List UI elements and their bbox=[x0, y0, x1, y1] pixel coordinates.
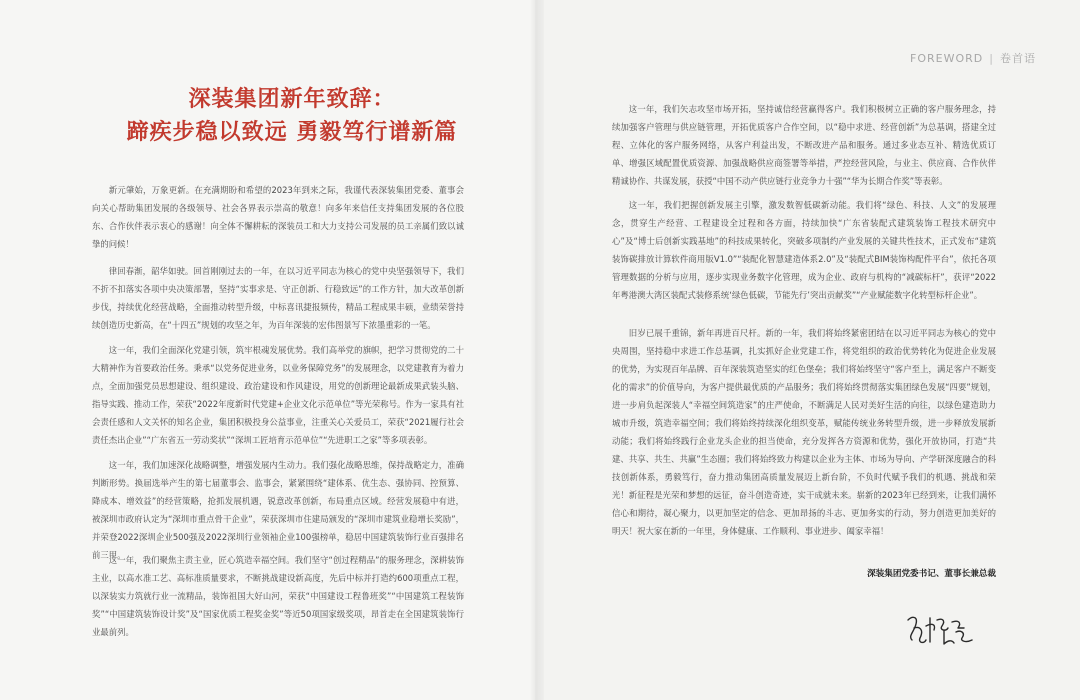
page-spine bbox=[530, 0, 544, 700]
header-zh: 卷首语 bbox=[1000, 52, 1036, 65]
left-paragraph-1: 新元肇始，万象更新。在充满期盼和希望的2023年到来之际，我谨代表深装集团党委、董事会向关心帮助集团发展的各级领导、社会各界表示崇高的敬意！向多年来信任支持集团发展的各位股东、合作伙伴表示衷心的感谢！向全体不懈耕耘的深装员工和大力支持公司发展的员工亲属们致以诚挚的问候！ bbox=[92, 185, 464, 249]
right-paragraph-4: 新征程是光荣和梦想的远征，奋斗创造奇迹，实干成就未来。崭新的2023年已经到来，让我们满怀信心和期待，凝心聚力，以更加坚定的信念、更加昂扬的斗志、更加务实的行动，努力创造更加美好的明天！祝大家在新的一年里，身体健康、工作顺利、事业进步、阖家幸福！ bbox=[612, 490, 996, 536]
left-paragraph-4: 这一年，我们加速深化战略调整，增强发展内生动力。我们强化战略思维，保持战略定力，准确判断形势。换届选举产生的第七届董事会、监事会，紧紧围绕“建体系、优生态、强协同、控预算、降成本、增效益”的经营策略，抢抓发展机遇，锐意改革创新，布局重点区域。经营发展稳中有进，被深圳市政府认定为“深圳市重点骨干企业”，荣获深圳市住建局颁发的“深圳市建筑业稳增长奖励”，并荣登2022深圳企业500强及2022深圳行业领袖企业100强榜单，稳居中国建筑装饰行业百强排名前三甲。 bbox=[92, 460, 464, 560]
header-en: FOREWORD bbox=[910, 52, 984, 65]
foreword-header bbox=[910, 50, 1036, 66]
signoff-title: 深装集团党委书记、董事长兼总裁 bbox=[867, 569, 996, 579]
handwritten-signature bbox=[904, 610, 976, 654]
left-paragraph-2: 律回春渐，韶华如驶。回首刚刚过去的一年，在以习近平同志为核心的党中央坚强领导下，我们不折不扣落实各项中央决策部署，坚持“实事求是、守正创新、行稳致远”的工作方针，加大改革创新步伐，持续优化经营战略，全面推动转型升级，中标喜讯捷报频传，精品工程成果丰硕，业绩荣誉持续创造历史新高，在“十四五”规划的攻坚之年，为百年深装的宏伟图景写下浓墨重彩的一笔。 bbox=[92, 266, 464, 330]
right-paragraph-1: 这一年，我们矢志攻坚市场开拓，坚持诚信经营赢得客户。我们积极树立正确的客户服务理念，持续加强客户管理与供应链管理，开拓优质客户合作空间，以“稳中求进、经营创新”为总基调，搭建全过程、立体化的客户服务网络，从客户利益出发，不断改进产品和服务。通过多业态互补、精选优质订单、增强区域配置优质资源、加强战略供应商签署等举措，严控经营风险，与业主、供应商、合作伙伴精诚协作、共谋发展，获授“中国不动产供应链行业竞争力十强”“华为长期合作奖”等表彰。 bbox=[612, 104, 996, 186]
title-line-1: 深装集团新年致辞： bbox=[188, 87, 396, 112]
left-paragraph-3: 这一年，我们全面深化党建引领，筑牢根魂发展优势。我们高举党的旗帜，把学习贯彻党的二十大精神作为首要政治任务。秉承“以党务促进业务，以业务保障党务”的发展理念，以党建教育为着力点，全面加强党员思想建设、组织建设、政治建设和作风建设，用党的创新理论最新成果武装头脑、指导实践、推动工作，荣获“2022年度新时代党建+企业文化示范单位”等光荣称号。作为一家具有社会责任感和人文关怀的知名企业，集团积极投身公益事业，注重关心关爱员工，荣获“2021履行社会责任杰出企业”“广东省五一劳动奖状”“深圳工匠培育示范单位”“先进职工之家”等多项表彰。 bbox=[92, 345, 465, 445]
left-paragraph-5: 这一年，我们聚焦主责主业，匠心筑造幸福空间。我们坚守“创过程精品”的服务理念，深耕装饰主业，以高水准工艺、高标准质量要求，不断挑战建设新高度，先后中标并打造约600项重点工程，以深装实力筑就行业一流精品，装饰祖国大好山河，荣获“中国建设工程鲁班奖”“中国建筑工程装饰奖”“中国建筑装饰设计奖”及“国家优质工程奖金奖”等近50项国家级奖项，昂首走在全国建筑装饰行业最前列。 bbox=[92, 555, 464, 637]
right-paragraph-3: 旧岁已展千重锦，新年再进百尺杆。新的一年，我们将始终紧密团结在以习近平同志为核心的党中央周围，坚持稳中求进工作总基调，扎实抓好企业党建工作，将党组织的政治优势转化为促进企业发展的优势，为实现百年品牌、百年深装筑造坚实的红色堡垒；我们将始终坚守“客户至上，满足客户不断变化的需求”的价值导向，为客户提供最优质的产品服务；我们将始终贯彻落实集团绿色发展“四要”规划，进一步肩负起深装人“幸福空间筑造家”的庄严使命，不断满足人民对美好生活的向往，以绿色建造助力城市升级，筑造幸福空间；我们将始终持续深化组织变革，赋能传统业务转型升级，进一步释放发展新动能；我们将始终践行企业龙头企业的担当使命，充分发挥各方资源和优势，强化开放协同，打造“共建、共享、共生、共赢”生态圈；我们将始终致力构建以企业为主体、市场为导向、产学研深度融合的科技创新体系，勇毅笃行，奋力推动集团高质量发展迈上新台阶，不负时代赋予我们的机遇、挑战和荣光！ bbox=[612, 328, 996, 500]
header-separator: | bbox=[989, 52, 994, 65]
right-paragraph-2: 这一年，我们把握创新发展主引擎，激发数智低碳新动能。我们将“绿色、科技、人文”的发展理念，贯穿生产经营、工程建设全过程和各方面，持续加快“广东省装配式建筑装饰工程技术研究中心”及“博士后创新实践基地”的科技成果转化，突破多项制约产业发展的关键共性技术，正式发布“建筑装饰碳排放计算软件商用版V1.0”“装配化智慧建造体系2.0”及“装配式BIM装饰构配件平台”，依托各项管理数据的分析与应用，逐步实现业务数字化管理，成为企业、政府与机构的“减碳标杆”，获评“2022年粤港澳大湾区装配式装修系统‘绿色低碳，节能先行’突出贡献奖”“产业赋能数字化转型标杆企业”。 bbox=[612, 200, 996, 300]
title-line-2: 蹄疾步稳以致远 勇毅笃行谱新篇 bbox=[126, 120, 458, 145]
